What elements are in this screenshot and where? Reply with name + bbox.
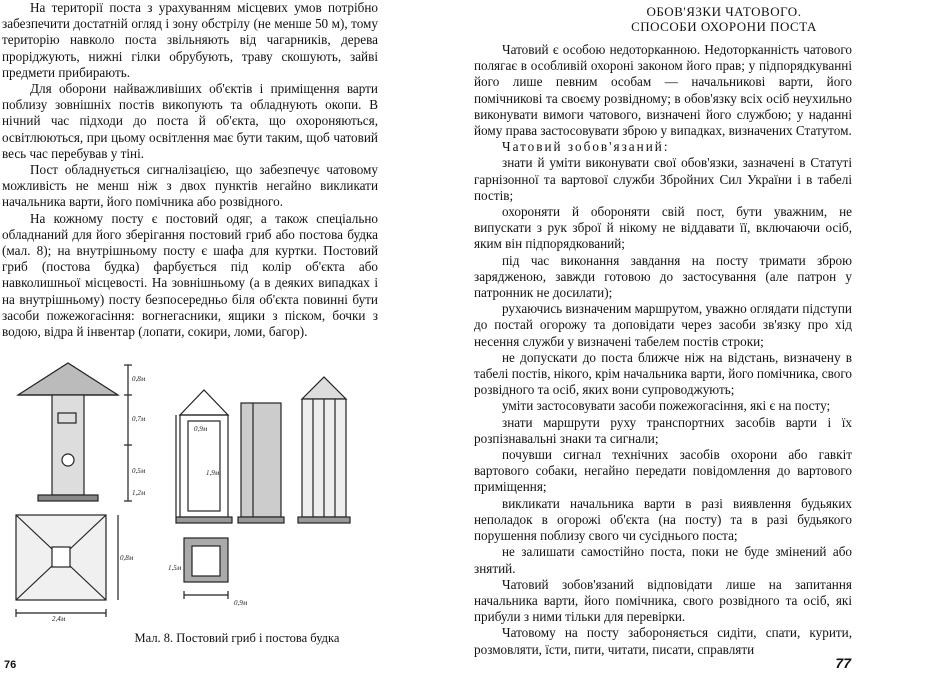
paragraph: Пост обладнується сигналізацією, що забезпечує чатовому можливість не менш ніж з двох пунктів негайно викликати начальника варти, його помічника або розвідного. (2, 162, 378, 210)
paragraph: Чатовому на посту забороняється сидіти, спати, курити, розмовляти, їсти, пити, читати, писати, справляти (474, 625, 852, 657)
dim-label: 1,9м (206, 469, 220, 477)
duties-intro: Чатовий зобов'язаний: (502, 139, 670, 155)
right-text-block (474, 42, 852, 658)
dim-label: 0,8м (120, 554, 134, 562)
mushroom-roof (18, 363, 118, 395)
page-number: 76 (4, 659, 17, 671)
dim-label: 0,9м (234, 599, 248, 607)
sentry-post-drawing (8, 355, 468, 625)
duty-item: не залишати самостійно поста, поки не буде змінений або знятий. (474, 544, 852, 576)
duty-item: знати й уміти виконувати свої обов'язки, зазначені в Статуті гарнізонної та вартової служби Збройних Сил України і в табелі постів; (474, 155, 852, 203)
dim-label: 0,7м (132, 415, 146, 423)
duty-item: уміти застосовувати засоби пожежогасіння, які є на посту; (502, 398, 831, 414)
left-text-block (2, 0, 378, 340)
duty-item: під час виконання завдання на посту тримати зброю зарядженою, завжди готовою до застосування (але патрон у патронник не досилати); (474, 252, 852, 301)
duty-item: рухаючись визначеним маршрутом, уважно оглядати підступи до постай огорожу та доповідати через засоби зв'язку про хід несення служби у визначені табелем постів строки; (474, 301, 852, 349)
heading-line: ОБОВ'ЯЗКИ ЧАТОВОГО. (646, 4, 802, 19)
duty-item: не допускати до поста ближче ніж на відстань, визначену в табелі постів, нікого, крім начальника варти, його помічника, свого розвідного та осіб, яких вони супроводжують; (474, 349, 852, 398)
mushroom-post (52, 395, 84, 495)
paragraph: На кожному посту є постовий одяг, а також спеціально обладнаний для його зберігання постовий гриб або постова будка (мал. 8); на внутрішньому посту є шафа для куртки. Постовий гриб (постова будка) фарбується під колір об'єкта або навколишньої місцевості. На зовнішньому (а в деяких випадках і на внутрішньому) посту безпосередньо біля об'єкта повинні бути засоби пожежогасіння: вогнегасники, ящики з піском, бочки з водою, відра й інвентар (лопати, сокири, ломи, багор). (2, 210, 378, 340)
heading-line: СПОСОБИ ОХОРОНИ ПОСТА (631, 19, 817, 34)
paragraph: Чатовий є особою недоторканною. Недоторканність чатового полягає в особливій охороні законом його прав; у підпорядкуванні його лише певним особам — начальникові варти, його помічникові та своєму розвідному; в обов'язку всіх осіб неухильно виконувати вимоги чатового, визначені його службою; у наданні йому права застосовувати зброю у випадках, визначених Статутом. (474, 42, 852, 139)
right-page (474, 0, 947, 677)
duty-item: почувши сигнал технічних засобів охорони або гавкіт вартового собаки, негайно передати повідомлення до вартового приміщення; (474, 447, 852, 495)
duty-item: знати маршрути руху транспортних засобів варти і їх розпізнавальні знаки та сигнали; (474, 414, 852, 446)
paragraph: Для оборони найважливіших об'єктів і приміщення варти поблизу зовнішніх постів викопують та обладнують окопи. В нічний час підходи до поста й об'єкта, що охороняються, освітлюються, при цьому освітлення має бути таким, щоб чатовий весь час перебував у тіні. (2, 81, 378, 161)
duty-item: охороняти й обороняти свій пост, бути уважним, не випускати з рук зброї й нікому не віддавати її, включаючи осіб, яким він підпорядкований; (474, 204, 852, 252)
duty-item: викликати начальника варти в разі виявлення будьяких неполадок в огорожі об'єкта (на посту) та в разі будьякого порушення поблизу свого чи сусіднього поста; (474, 495, 852, 544)
dim-label: 0,9м (194, 425, 208, 433)
section-heading (504, 4, 944, 34)
dim-label: 0,5м (132, 467, 146, 475)
paragraph: На території поста з урахуванням місцевих умов потрібно забезпечити достатній огляд і зону обстрілу (не менше 50 м), тому територію навколо поста звільняють від чагарників, дерева проріджують, нижні гілки обрубують, траву скошують, зайві предмети прибирають. (2, 0, 378, 80)
dim-label: 0,8м (132, 375, 146, 383)
figure-caption: Мал. 8. Постовий гриб і постова будка (134, 631, 340, 645)
dim-label: 1,5м (168, 564, 182, 572)
page-number: 77 (835, 655, 851, 671)
paragraph: Чатовий зобов'язаний відповідати лише на запитання начальника варти, його помічника, свого розвідного та осіб, які прибули з ними тільки для перевірки. (474, 576, 852, 625)
dim-label: 2,4м (52, 615, 66, 623)
dim-label: 1,2м (132, 489, 146, 497)
